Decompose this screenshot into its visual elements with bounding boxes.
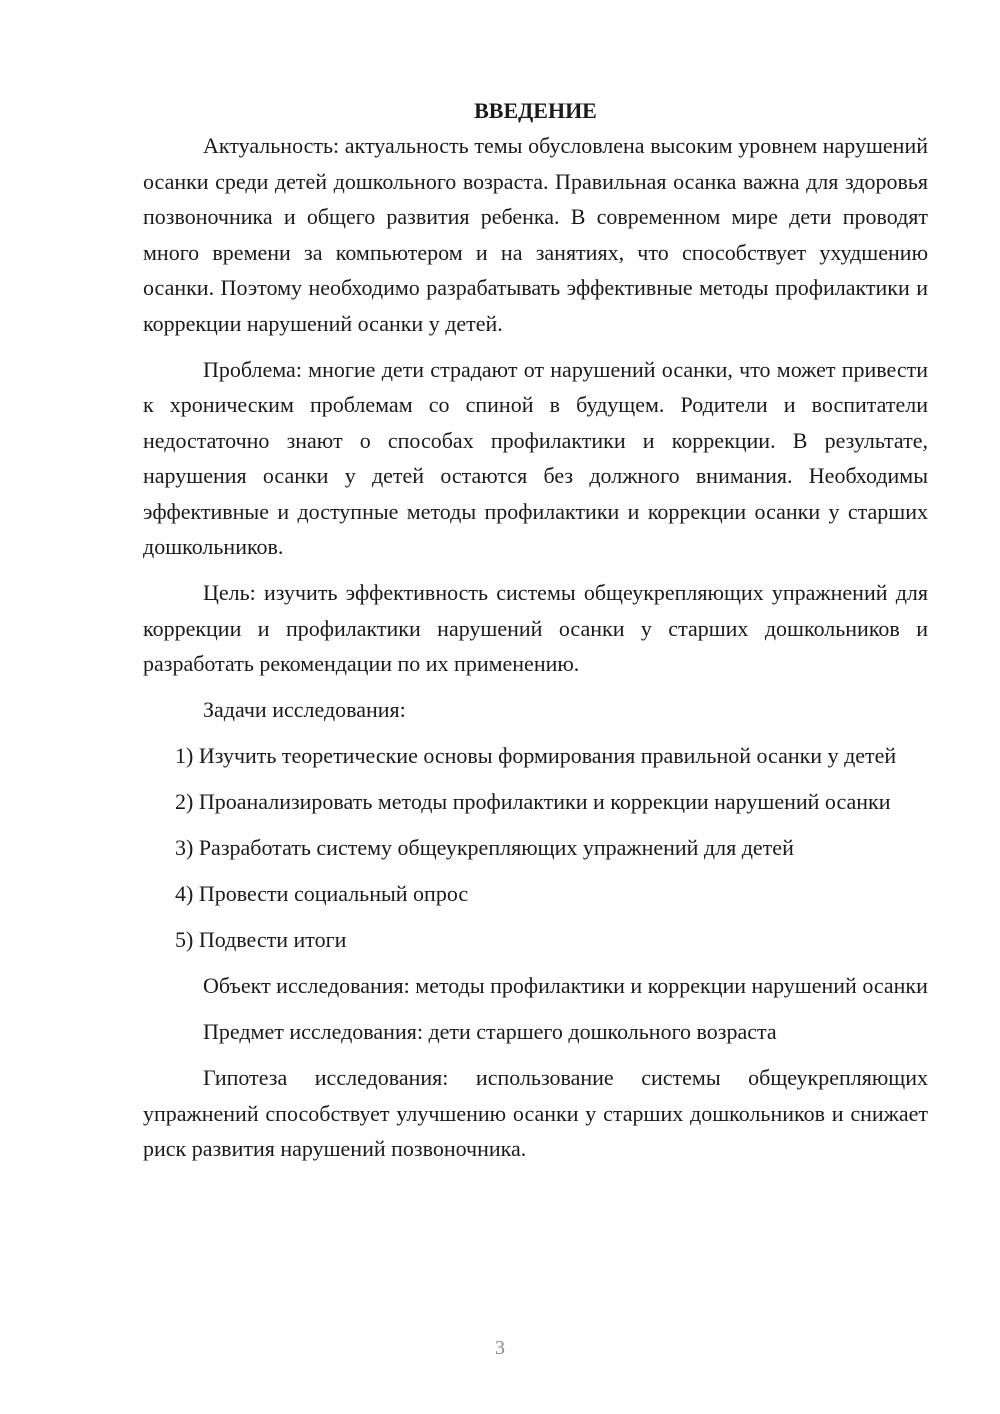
paragraph-subject: Предмет исследования: дети старшего дошкольного возраста (203, 1019, 777, 1044)
page-number: 3 (495, 1337, 505, 1359)
document-body (143, 93, 928, 1177)
task-item: 4) Провести социальный опрос (175, 881, 469, 906)
task-item: 1) Изучить теоретические основы формирования правильной осанки у детей (175, 743, 897, 768)
paragraph-object: Объект исследования: методы профилактики и коррекции нарушений осанки (203, 973, 928, 998)
paragraph-goal: Цель: изучить эффективность системы общеукрепляющих упражнений для коррекции и профилактики нарушений осанки у старших дошкольников и разработать рекомендации по их применению. (143, 580, 928, 676)
paragraph-problem: Проблема: многие дети страдают от нарушений осанки, что может привести к хроническим проблемам со спиной в будущем. Родители и воспитатели недостаточно знают о способах профилактики и коррекции. В результате, нарушения осанки у детей остаются без должного внимания. Необходимы эффективные и доступные методы профилактики и коррекции осанки у старших дошкольников. (143, 356, 928, 559)
task-item: 2) Проанализировать методы профилактики и коррекции нарушений осанки (175, 789, 891, 814)
paragraph-relevance: Актуальность: актуальность темы обусловлена высоким уровнем нарушений осанки среди детей дошкольного возраста. Правильная осанка важна для здоровья позвоночника и общего развития ребенка. В современном мире дети проводят много времени за компьютером и на занятиях, что способствует ухудшению осанки. Поэтому необходимо разрабатывать эффективные методы профилактики и коррекции нарушений осанки у детей. (143, 133, 928, 336)
page-title: ВВЕДЕНИЕ (474, 98, 597, 123)
paragraph-hypothesis: Гипотеза исследования: использование системы общеукрепляющих упражнений способствует улучшению осанки у старших дошкольников и снижает риск развития нарушений позвоночника. (143, 1065, 928, 1161)
task-item: 3) Разработать систему общеукрепляющих упражнений для детей (175, 835, 794, 860)
task-item: 5) Подвести итоги (175, 927, 347, 952)
tasks-title: Задачи исследования: (203, 697, 406, 722)
